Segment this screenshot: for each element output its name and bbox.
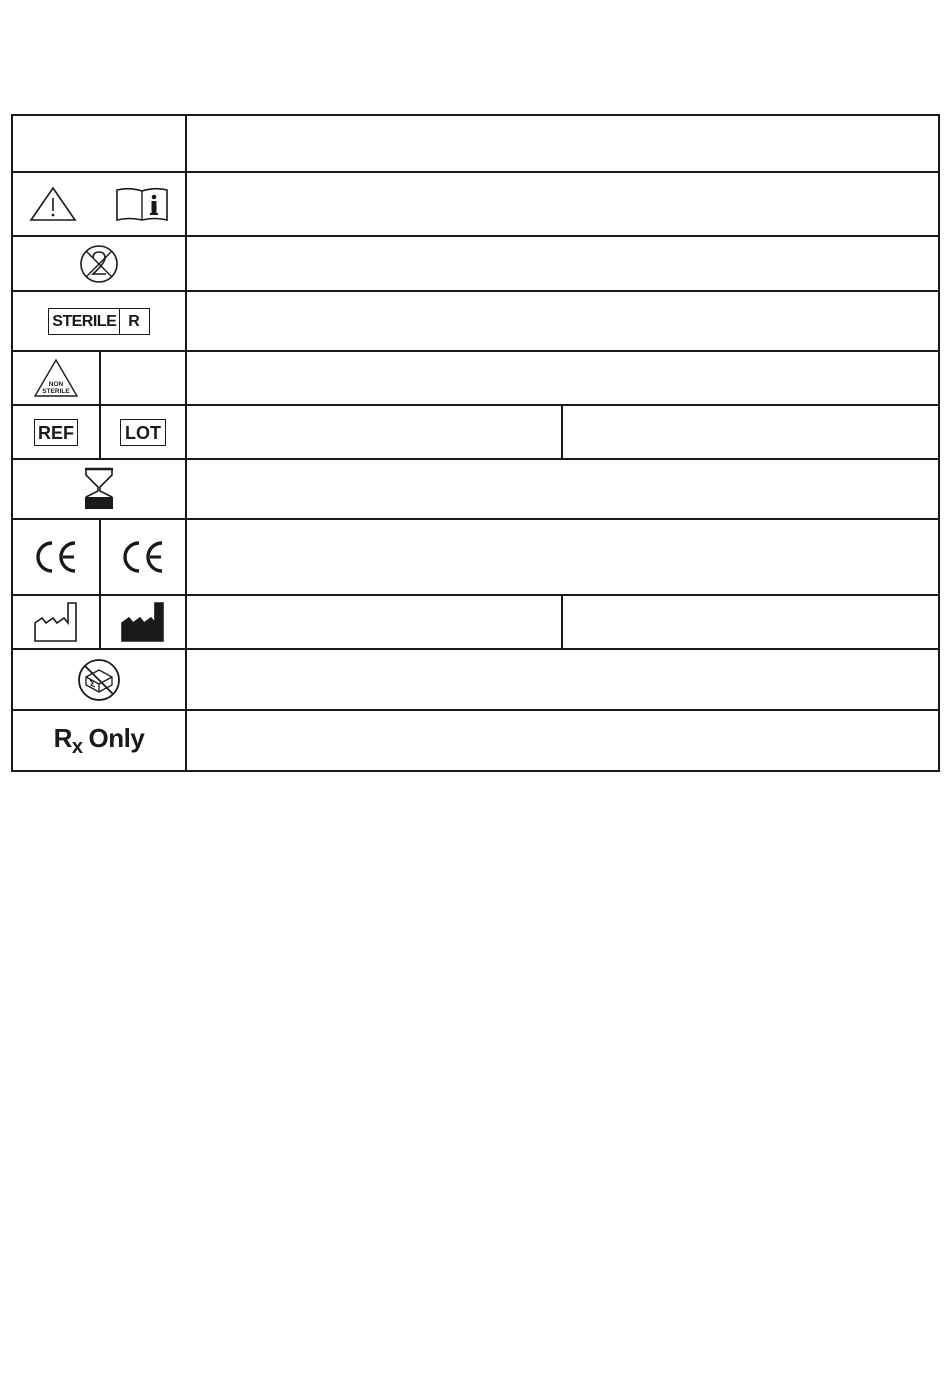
rx-x-label: x xyxy=(71,735,83,758)
do-not-use-if-package-damaged-icon xyxy=(76,657,122,703)
table-row xyxy=(12,291,939,351)
symbols-table xyxy=(11,114,940,772)
symbol-cell xyxy=(12,649,186,710)
empty-symbol-cell xyxy=(100,351,186,405)
description-cell xyxy=(562,405,939,459)
non-label: NON xyxy=(48,381,64,388)
description-cell xyxy=(186,405,562,459)
table-row xyxy=(12,405,939,459)
table-row xyxy=(12,649,939,710)
table-row xyxy=(12,710,939,771)
symbol-cell xyxy=(12,172,186,236)
description-cell xyxy=(186,595,562,649)
description-cell xyxy=(186,351,939,405)
manufacturer-icon xyxy=(120,601,166,643)
caution-triangle-icon xyxy=(29,186,77,222)
table-row xyxy=(12,351,939,405)
sterile-method-label: R xyxy=(119,309,149,334)
table-row xyxy=(12,172,939,236)
batch-code-icon: LOT xyxy=(120,419,166,446)
table-row xyxy=(12,236,939,291)
table-row xyxy=(12,519,939,595)
description-cell xyxy=(186,236,939,291)
sterile-radiation-icon xyxy=(48,308,150,335)
table-row xyxy=(12,459,939,519)
symbol-cell xyxy=(100,519,186,595)
description-cell xyxy=(186,291,939,351)
table-header-row xyxy=(12,115,939,172)
table-row xyxy=(12,595,939,649)
symbol-header-cell xyxy=(12,115,186,172)
ce-mark-icon xyxy=(120,539,166,575)
description-cell xyxy=(562,595,939,649)
consult-instructions-book-icon xyxy=(115,186,169,222)
do-not-reuse-icon xyxy=(78,243,120,285)
date-of-manufacture-icon xyxy=(33,601,79,643)
description-cell xyxy=(186,519,939,595)
non-sterile-triangle-icon xyxy=(33,358,79,398)
symbol-cell xyxy=(12,519,100,595)
hourglass-icon xyxy=(83,467,115,511)
symbol-cell xyxy=(12,351,100,405)
symbol-cell xyxy=(100,405,186,459)
description-header-cell xyxy=(186,115,939,172)
symbol-cell xyxy=(12,595,100,649)
symbol-cell xyxy=(100,595,186,649)
description-cell xyxy=(186,459,939,519)
rx-only-label: Only xyxy=(88,722,145,753)
symbol-cell xyxy=(12,710,186,771)
description-cell xyxy=(186,710,939,771)
description-cell xyxy=(186,172,939,236)
symbol-cell xyxy=(12,405,100,459)
sterile-sub-label: STERILE xyxy=(42,388,70,395)
symbol-cell xyxy=(12,236,186,291)
ce-mark-icon xyxy=(33,539,79,575)
catalogue-number-icon: REF xyxy=(34,419,78,446)
description-cell xyxy=(186,649,939,710)
rx-only-icon xyxy=(54,723,145,759)
sterile-label: STERILE xyxy=(52,312,117,330)
symbol-cell xyxy=(12,459,186,519)
rx-r-label: R xyxy=(53,722,72,753)
symbol-cell xyxy=(12,291,186,351)
